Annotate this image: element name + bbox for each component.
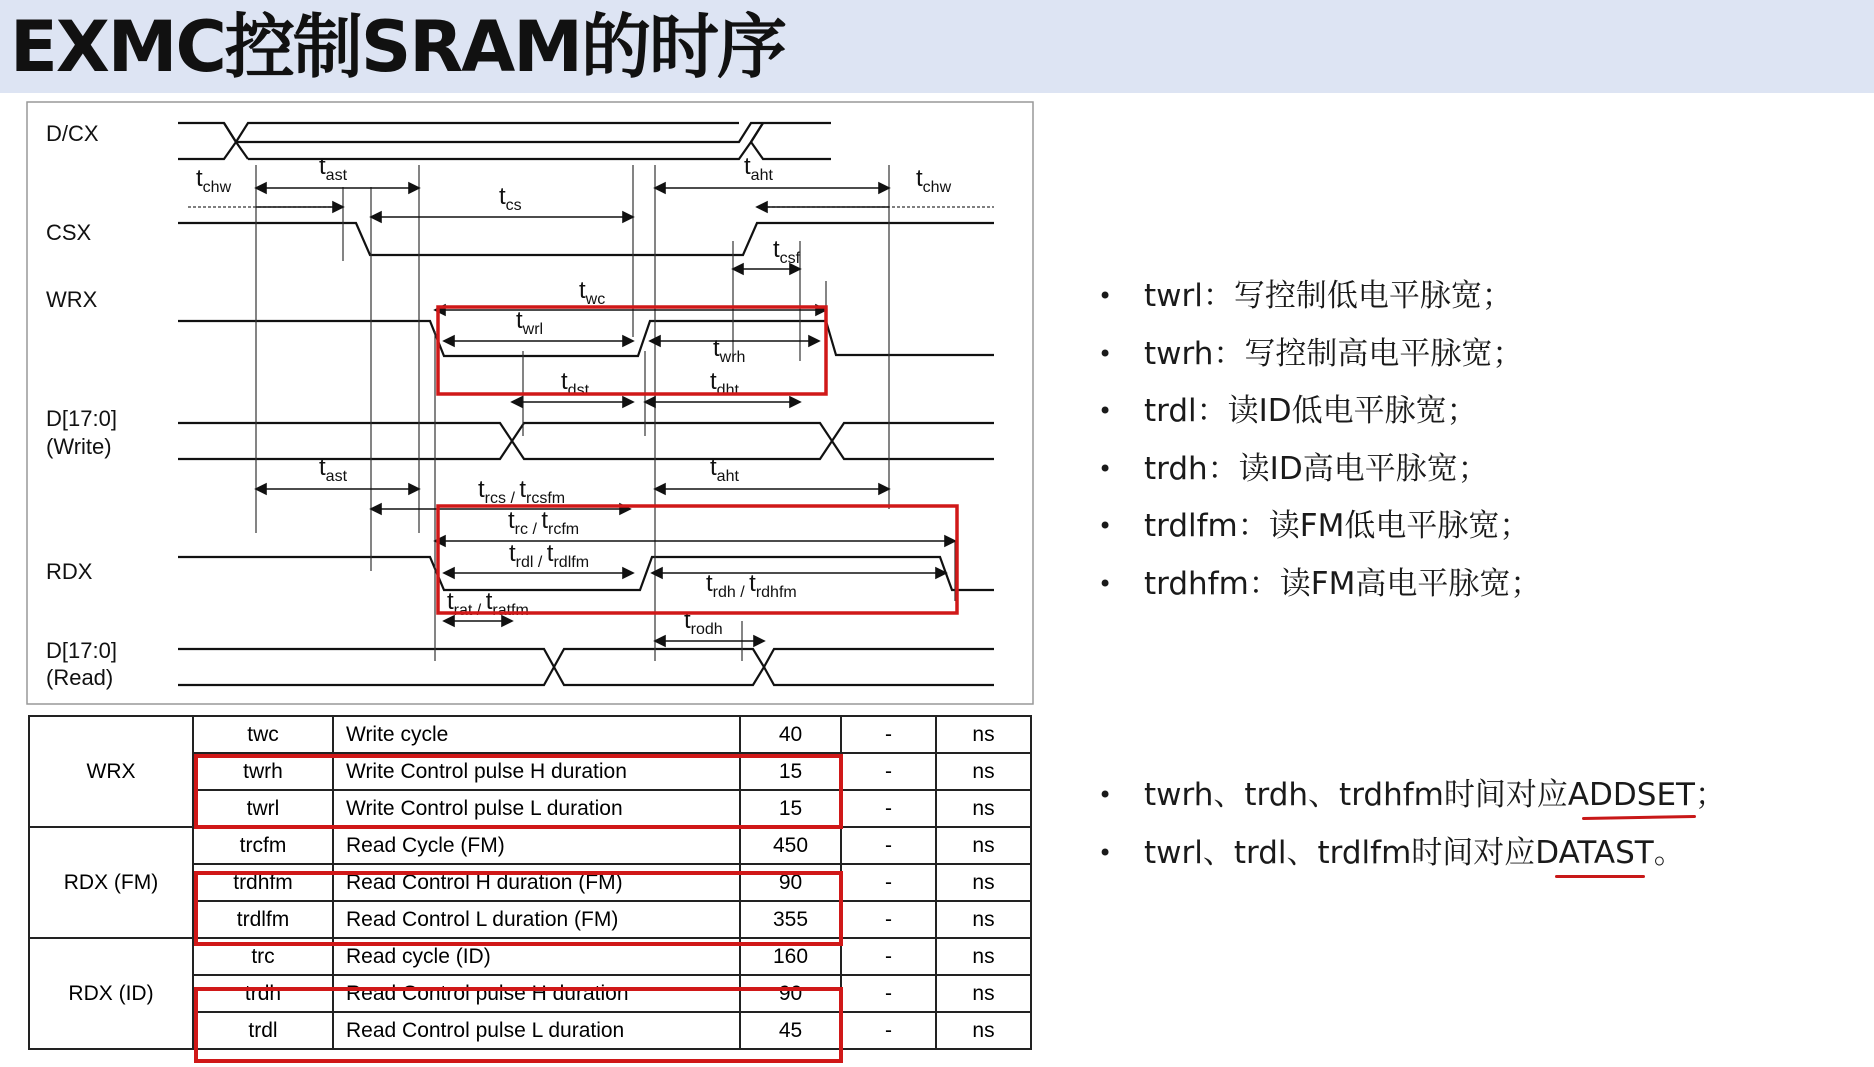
value-cell: 15 [740,790,841,827]
bullet-text: twrh、trdh、trdhfm时间对应ADDSET； [1144,777,1726,813]
value-cell: 40 [740,716,841,753]
signal-csx: CSX [46,220,92,245]
description-cell: Write Control pulse L duration [333,790,740,827]
label-taht-write: $t_{aht}$ [744,153,773,184]
value-cell: 160 [740,938,841,975]
note-list [1098,767,1726,882]
label-trdl: $t_{rdl} / t_{rdlfm}$ [509,540,590,571]
bullet-text: trdl：读ID低电平脉宽； [1144,393,1478,429]
value-cell: 15 [740,753,841,790]
symbol-cell: twrh [193,753,333,790]
label-twrl: $t_{wrl}$ [516,307,544,338]
label-trc: $t_{rc} / t_{rcfm}$ [508,507,580,538]
symbol-cell: trdhfm [193,864,333,901]
table-row [29,827,1031,864]
label-twc: $t_{wc}$ [579,277,606,308]
definition-item [1098,556,1541,614]
label-tchw-left: $t_{chw}$ [196,165,232,196]
title-bar [0,0,1874,93]
bullet-text: twrh：写控制高电平脉宽； [1144,335,1524,372]
bullet-icon: • [1098,781,1113,809]
timing-diagram [26,101,1034,705]
bullet-icon: • [1098,838,1113,867]
signal-data-read: D[17:0] [46,638,117,663]
description-cell: Read Cycle (FM) [333,827,740,864]
note-item [1098,825,1726,883]
value-cell: 355 [740,901,841,938]
min-cell: - [841,1012,936,1049]
min-cell: - [841,790,936,827]
label-trcs: $t_{rcs} / t_{rcsfm}$ [478,476,566,507]
annotation-underline-datast [1555,875,1645,878]
table-row [29,938,1031,975]
min-cell: - [841,975,936,1012]
signal-rdx: RDX [46,559,93,584]
unit-cell: ns [936,901,1031,938]
signal-dcx: D/CX [46,121,99,146]
unit-cell: ns [936,753,1031,790]
min-cell: - [841,901,936,938]
label-twrh: $t_{wrh}$ [713,335,746,366]
min-cell: - [841,827,936,864]
value-cell: 45 [740,1012,841,1049]
symbol-cell: trc [193,938,333,975]
label-trodh: $t_{rodh}$ [684,607,723,638]
signal-wrx: WRX [46,287,98,312]
unit-cell: ns [936,716,1031,753]
definition-item [1098,383,1541,441]
bullet-text: trdhfm：读FM高电平脉宽； [1144,565,1542,602]
definition-list [1098,268,1541,613]
symbol-cell: trdlfm [193,901,333,938]
timing-spec-table [28,715,1032,1050]
symbol-cell: trdl [193,1012,333,1049]
bullet-text: trdh：读ID高电平脉宽； [1144,450,1489,487]
label-tcsf: $t_{csf}$ [773,236,801,267]
definition-item [1098,441,1541,499]
value-cell: 450 [740,827,841,864]
label-tdst: $t_{dst}$ [561,368,590,399]
description-cell: Read Control pulse H duration [333,975,740,1012]
signal-write-label: (Write) [46,434,112,459]
min-cell: - [841,938,936,975]
label-tdht: $t_{dht}$ [710,368,739,399]
value-cell: 90 [740,975,841,1012]
bullet-icon: • [1098,569,1113,598]
signal-read-label: (Read) [46,665,114,690]
definition-item [1098,326,1541,384]
symbol-cell: trdh [193,975,333,1012]
unit-cell: ns [936,975,1031,1012]
min-cell: - [841,753,936,790]
group-name-cell: RDX (ID) [29,938,193,1049]
symbol-cell: trcfm [193,827,333,864]
bullet-icon: • [1098,397,1113,425]
min-cell: - [841,716,936,753]
label-tchw-right: $t_{chw}$ [916,165,952,196]
label-taht-read: $t_{aht}$ [710,454,739,485]
unit-cell: ns [936,827,1031,864]
definition-item [1098,268,1541,326]
signal-data-write: D[17:0] [46,406,117,431]
bullet-text: twrl：写控制低电平脉宽； [1144,278,1513,314]
unit-cell: ns [936,790,1031,827]
description-cell: Write cycle [333,716,740,753]
description-cell: Write Control pulse H duration [333,753,740,790]
bullet-text: trdlfm：读FM低电平脉宽； [1144,508,1531,544]
label-trdh: $t_{rdh} / t_{rdhfm}$ [706,570,797,601]
unit-cell: ns [936,864,1031,901]
label-tcs: $t_{cs}$ [499,183,522,214]
description-cell: Read cycle (ID) [333,938,740,975]
page-title: EXMC控制SRAM的时序 [10,6,785,88]
bullet-icon: • [1098,454,1113,483]
min-cell: - [841,864,936,901]
bullet-icon: • [1098,282,1113,310]
symbol-cell: twc [193,716,333,753]
group-name-cell: RDX (FM) [29,827,193,938]
unit-cell: ns [936,938,1031,975]
description-cell: Read Control pulse L duration [333,1012,740,1049]
symbol-cell: twrl [193,790,333,827]
label-trat: $t_{rat} / t_{ratfm}$ [447,588,529,619]
label-tast-read: $t_{ast}$ [319,454,348,485]
table-row [29,716,1031,753]
bullet-text: twrl、trdl、trdlfm时间对应DATAST。 [1144,834,1685,871]
bullet-icon: • [1098,512,1113,540]
definition-item [1098,498,1541,556]
group-name-cell: WRX [29,716,193,827]
description-cell: Read Control L duration (FM) [333,901,740,938]
unit-cell: ns [936,1012,1031,1049]
description-cell: Read Control H duration (FM) [333,864,740,901]
label-tast-write: $t_{ast}$ [319,153,348,184]
bullet-icon: • [1098,339,1113,368]
value-cell: 90 [740,864,841,901]
